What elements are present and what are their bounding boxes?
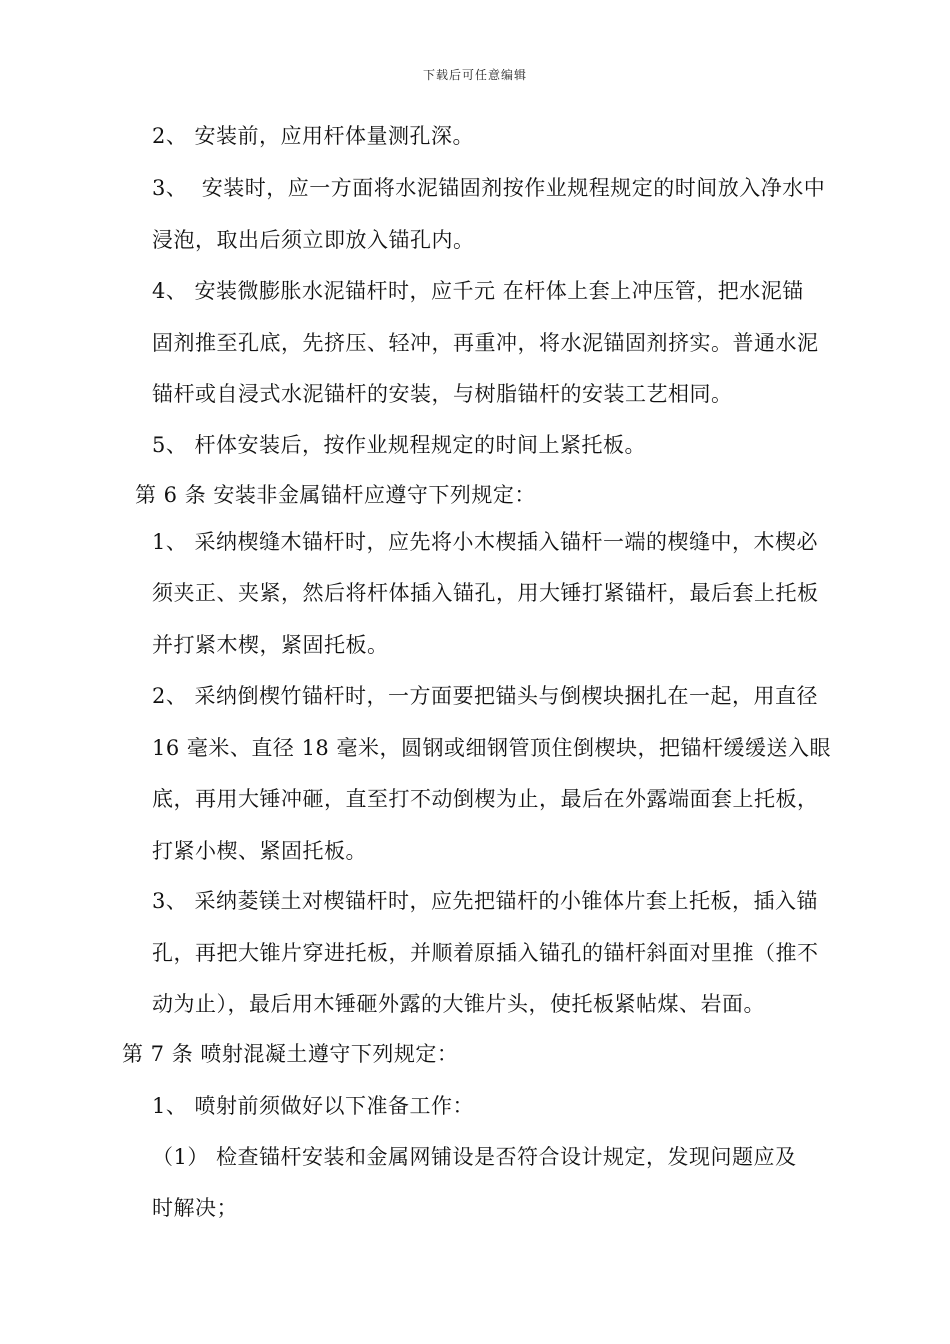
- text-line: 5、 杆体安装后，按作业规程规定的时间上紧托板。: [152, 433, 647, 457]
- text-line: 1、 喷射前须做好以下准备工作：: [152, 1094, 475, 1118]
- text-line: 3、 采纳菱镁土对楔锚杆时，应先把锚杆的小锥体片套上托板，插入锚: [152, 889, 819, 913]
- text-line: 并打紧木楔，紧固托板。: [152, 633, 389, 657]
- text-line: 1、 采纳楔缝木锚杆时，应先将小木楔插入锚杆一端的楔缝中，木楔必: [152, 530, 819, 554]
- text-line: 2、 安装前，应用杆体量测孔深。: [152, 124, 475, 148]
- text-line: 底，再用大锤冲砸，直至打不动倒楔为止，最后在外露端面套上托板，: [152, 787, 819, 811]
- text-line: 浸泡，取出后须立即放入锚孔内。: [152, 228, 475, 252]
- line-part: 3、 安装时，应一方面将水泥锚固剂按作业规程规定的时间放入净水中: [152, 176, 826, 200]
- section-heading: 第 7 条 喷射混凝土遵守下列规定：: [122, 1042, 459, 1066]
- text-line: [152, 175, 844, 201]
- text-line: 孔，再把大锥片穿进托板，并顺着原插入锚孔的锚杆斜面对里推（推不: [152, 941, 819, 965]
- text-line: 4、 安装微膨胀水泥锚杆时，应千元 在杆体上套上冲压管，把水泥锚: [152, 279, 804, 303]
- text-line: 打紧小楔、紧固托板。: [152, 839, 367, 863]
- text-line: 时解决；: [152, 1196, 238, 1220]
- text-line: 16 毫米、直径 18 毫米，圆钢或细钢管顶住倒楔块，把锚杆缓缓送入眼: [152, 736, 831, 760]
- text-line: 锚杆或自浸式水泥锚杆的安装，与树脂锚杆的安装工艺相同。: [152, 382, 733, 406]
- text-line: （1） 检查锚杆安装和金属网铺设是否符合设计规定，发现问题应及: [152, 1145, 797, 1169]
- text-line: 固剂推至孔底，先挤压、轻冲，再重冲，将水泥锚固剂挤实。普通水泥: [152, 331, 819, 355]
- section-heading: 第 6 条 安装非金属锚杆应遵守下列规定：: [135, 483, 536, 507]
- text-line: 2、 采纳倒楔竹锚杆时，一方面要把锚头与倒楔块捆扎在一起，用直径: [152, 684, 819, 708]
- text-line: 须夹正、夹紧，然后将杆体插入锚孔，用大锤打紧锚杆，最后套上托板: [152, 581, 819, 605]
- page-header: 下载后可任意编辑: [422, 68, 527, 82]
- text-line: 动为止），最后用木锤砸外露的大锥片头，使托板紧帖煤、岩面。: [152, 992, 765, 1016]
